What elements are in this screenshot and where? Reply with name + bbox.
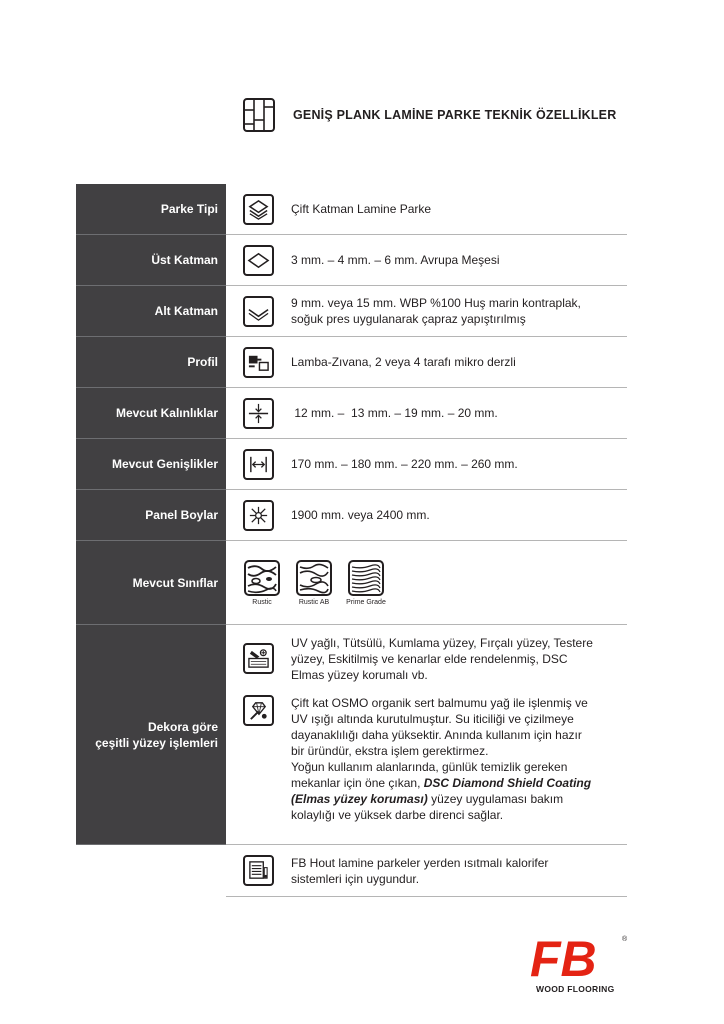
spec-label-text: [95, 719, 218, 751]
spec-value-cell: [226, 439, 627, 490]
spec-label: Üst Katman: [76, 235, 226, 286]
finish-line: mekanlar için öne çıkan,: [291, 776, 424, 790]
spec-label: [76, 625, 226, 845]
spec-value-cell: [226, 490, 627, 541]
fb-logo-mark: [530, 936, 622, 980]
diamond-shield-icon: [243, 695, 274, 726]
finish-text-2: [291, 695, 591, 823]
grade-rustic-ab: [288, 560, 340, 606]
logo-mark-text: FB: [530, 936, 597, 980]
spec-row-ust-katman: [76, 235, 627, 286]
finish-line: kolaylığı ve yüksek darbe direnci sağlar.: [291, 808, 504, 822]
spec-value-cell: [226, 286, 627, 337]
dsc-coating-emphasis: DSC Diamond Shield Coating: [423, 776, 592, 790]
surface-treatment-icon: [243, 643, 274, 674]
finish-line: UV yağlı, Tütsülü, Kumlama yüzey, Fırçalı yüzey, Testere: [291, 636, 593, 650]
layers-icon: [243, 194, 274, 225]
spec-value: Çift Katman Lamine Parke: [291, 202, 432, 216]
spec-label: Mevcut Kalınlıklar: [76, 388, 226, 439]
spec-row-isitma: [76, 845, 627, 897]
spec-value: 12 mm. – 13 mm. – 19 mm. – 20 mm.: [291, 406, 498, 420]
registered-mark: ®: [622, 936, 628, 943]
finish-line: dayanaklılığı daha yüksektir. Anında kullanım için hazır: [291, 728, 582, 742]
wood-grain-rustic-icon: [244, 560, 280, 596]
spec-value-line: 9 mm. veya 15 mm. WBP %100 Huş marin kontraplak,: [291, 296, 581, 310]
spec-label-line: Dekora göre: [147, 719, 218, 734]
wood-grain-rustic-ab-icon: [296, 560, 332, 596]
finish-line: Çift kat OSMO organik sert balmumu yağ ile işlenmiş ve: [291, 696, 588, 710]
finish-line: UV ışığı altında kurutulmuştur. Su iticiliği ve çizilmeye: [291, 712, 574, 726]
spec-value: 3 mm. – 4 mm. – 6 mm. Avrupa Meşesi: [291, 253, 500, 267]
spec-value: 170 mm. – 180 mm. – 220 mm. – 260 mm.: [291, 457, 518, 471]
page-header: [243, 96, 616, 134]
grades-cell: [226, 541, 627, 625]
spec-value-line: soğuk pres uygulanarak çapraz yapıştırılmış: [291, 312, 526, 326]
spec-value-cell: [226, 388, 627, 439]
spec-value-cell: [226, 235, 627, 286]
finish-block-2: [243, 695, 593, 823]
spec-row-genislikler: [76, 439, 627, 490]
parquet-plank-icon: [243, 98, 275, 132]
finish-text-1: [291, 635, 593, 683]
page-title: GENİŞ PLANK LAMİNE PARKE TEKNİK ÖZELLİKLER: [293, 108, 617, 122]
spec-row-alt-katman: [76, 286, 627, 337]
finishes-blocks: [243, 625, 593, 823]
finish-line: bir üründür, ekstra işlem gerektirmez.: [291, 744, 489, 758]
grade-label: Rustic AB: [298, 598, 330, 606]
spec-row-kalinliklar: [76, 388, 627, 439]
spec-table: [76, 184, 627, 897]
spec-value-cell: [226, 184, 627, 235]
finish-block-1: [243, 635, 593, 683]
spec-row-siniflar: [76, 541, 627, 625]
bottom-layer-icon: [243, 296, 274, 327]
dsc-coating-emphasis: (Elmas yüzey koruması): [291, 792, 428, 806]
spec-row-yuzey-islemleri: [76, 625, 627, 845]
spec-row-parke-tipi: [76, 184, 627, 235]
finish-line: Yoğun kullanım alanlarında, günlük temizlik gereken: [291, 760, 568, 774]
spec-label: Mevcut Genişlikler: [76, 439, 226, 490]
grade-list: [236, 560, 392, 606]
spec-label: Mevcut Sınıflar: [76, 541, 226, 625]
finish-line: yüzey, Eskitilmiş ve kenarlar elde rendelenmiş, DSC: [291, 652, 568, 666]
tongue-groove-profile-icon: [243, 347, 274, 378]
fb-logo: [530, 936, 628, 996]
logo-subtitle: WOOD FLOORING: [536, 984, 615, 994]
spec-value-cell: [226, 337, 627, 388]
length-arrows-icon: [243, 500, 274, 531]
spec-label: Panel Boylar: [76, 490, 226, 541]
empty-label-cell: [76, 845, 226, 897]
spec-value: [291, 295, 581, 327]
heating-line: FB Hout lamine parkeler yerden ısıtmalı kalorifer: [291, 855, 549, 870]
spec-label: Parke Tipi: [76, 184, 226, 235]
spec-value: 1900 mm. veya 2400 mm.: [291, 508, 430, 522]
thickness-icon: [243, 398, 274, 429]
spec-row-panel-boylar: [76, 490, 627, 541]
finish-line: Elmas yüzey korumalı vb.: [291, 668, 428, 682]
floor-heating-icon: [243, 855, 274, 886]
spec-row-profil: [76, 337, 627, 388]
heating-line: sistemleri için uygundur.: [291, 871, 420, 886]
grade-label: Prime Grade: [346, 598, 386, 606]
width-icon: [243, 449, 274, 480]
heating-text: [291, 855, 548, 887]
wood-grain-prime-icon: [348, 560, 384, 596]
spec-label-line: çeşitli yüzey işlemleri: [95, 735, 218, 750]
grade-rustic: [236, 560, 288, 606]
finish-line: yüzey uygulaması bakım: [427, 792, 564, 806]
grade-label: Rustic: [252, 598, 272, 606]
diamond-top-layer-icon: [243, 245, 274, 276]
spec-label: Alt Katman: [76, 286, 226, 337]
spec-label: Profil: [76, 337, 226, 388]
finishes-cell: [226, 625, 627, 845]
spec-value: Lamba-Zıvana, 2 veya 4 tarafı mikro derzli: [291, 355, 516, 369]
heating-cell: [226, 845, 627, 897]
grade-prime: [340, 560, 392, 606]
